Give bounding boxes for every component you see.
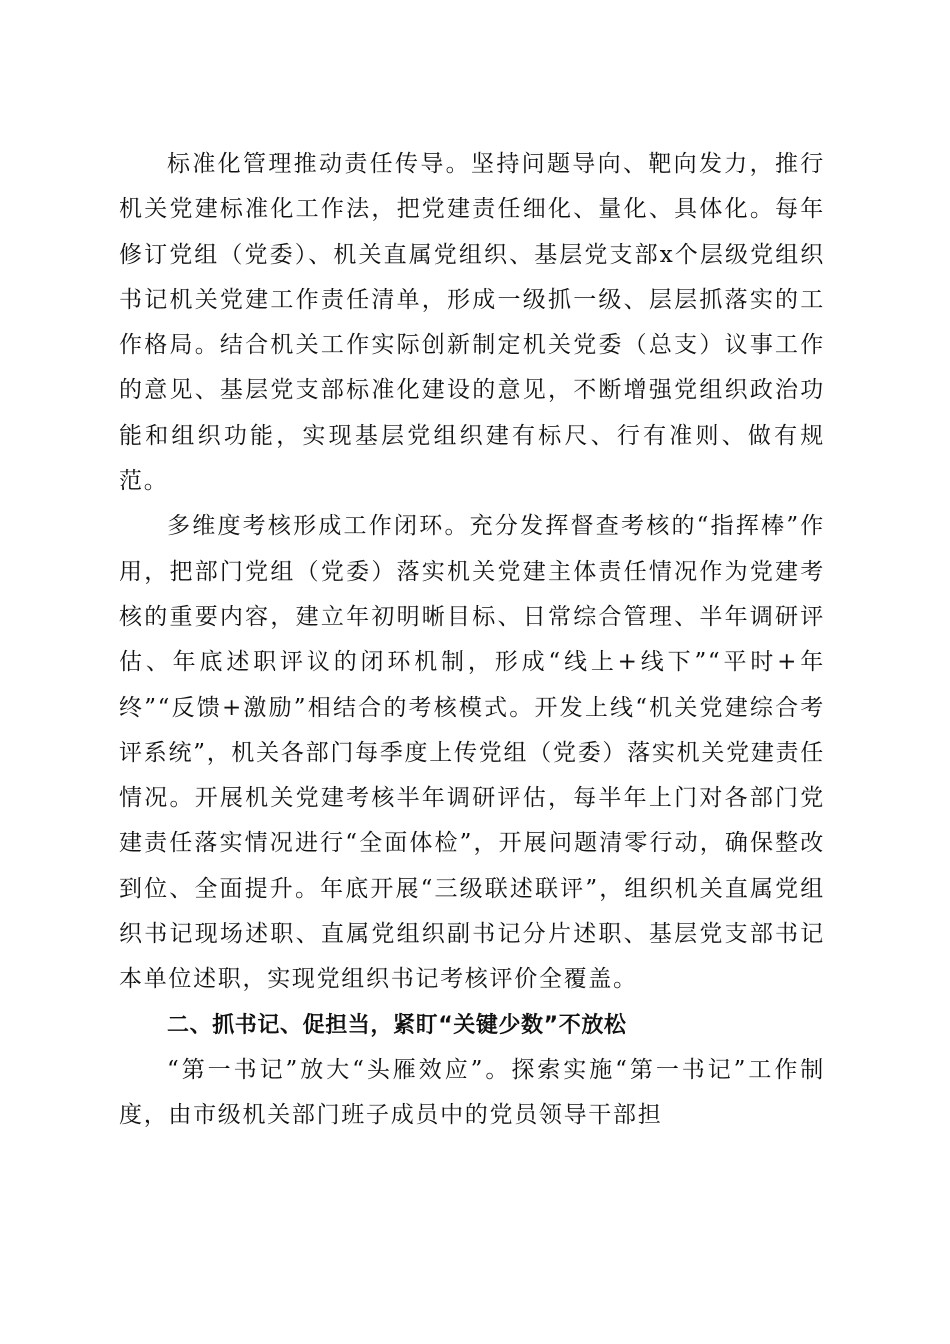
paragraph-first-secretary: “第一书记”放大“头雁效应”。探索实施“第一书记”工作制度，由市级机关部门班子成员中的党员领导干部担 — [119, 1056, 825, 1129]
paragraph-standardized-management: 标准化管理推动责任传导。坚持问题导向、靶向发力，推行机关党建标准化工作法，把党建责任细化、量化、具体化。每年修订党组（党委）、机关直属党组织、基层党支部x个层级党组织书记机关党建工作责任清单，形成一级抓一级、层层抓落实的工作格局。结合机关工作实际创新制定机关党委（总支）议事工作的意见、基层党支部标准化建设的意见，不断增强党组织政治功能和组织功能，实现基层党组织建有标尺、行有准则、做有规范。 — [119, 151, 825, 495]
paragraph-multidimensional-assessment: 多维度考核形成工作闭环。充分发挥督查考核的“指挥棒”作用，把部门党组（党委）落实机关党建主体责任情况作为党建考核的重要内容，建立年初明晰目标、日常综合管理、半年调研评估、年底述职评议的闭环机制，形成“线上+线下”“平时+年终”“反馈+激励”相结合的考核模式。开发上线“机关党建综合考评系统”，机关各部门每季度上传党组（党委）落实机关党建责任情况。开展机关党建考核半年调研评估，每半年上门对各部门党建责任落实情况进行“全面体检”，开展问题清零行动，确保整改到位、全面提升。年底开展“三级联述联评”，组织机关直属党组织书记现场述职、直属党组织副书记分片述职、基层党支部书记本单位述职，实现党组织书记考核评价全覆盖。 — [119, 513, 825, 993]
section-heading: 二、抓书记、促担当，紧盯“关键少数”不放松 — [167, 1012, 627, 1038]
document-body — [119, 142, 825, 1139]
